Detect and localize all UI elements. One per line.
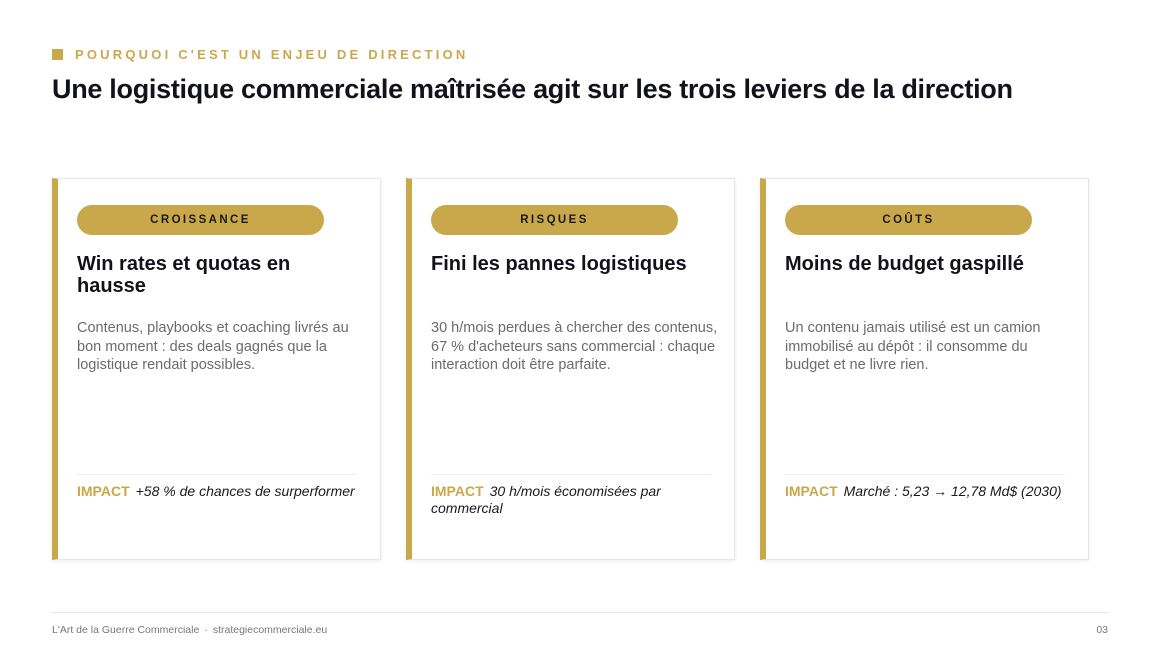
card-tag: RISQUES [431,205,678,235]
card-body: Un contenu jamais utilisé est un camion immobilisé au dépôt : il consomme du budget et ne livre rien. [785,320,1041,373]
impact-label: IMPACT [77,483,130,499]
impact-text: +58 % de chances de surperformer [135,483,355,499]
impact-text: Marché : 5,23 → 12,78 Md$ (2030) [843,483,1062,499]
card-croissance [52,178,381,560]
card-impact [431,483,721,516]
card-title: Moins de budget gaspillé [785,253,1024,275]
impact-label: IMPACT [431,483,484,499]
card-couts [760,178,1089,560]
impact-label: IMPACT [785,483,838,499]
page-title: Une logistique commerciale maîtrisée agit sur les trois leviers de la direction [52,74,1013,104]
impact-text: 30 h/mois économisées par commercial [431,483,661,516]
eyebrow [52,47,469,62]
card-body: 30 h/mois perdues à chercher des contenus, 67 % d'acheteurs sans commercial : chaque interaction doit être parfaite. [431,320,718,373]
card-tag: COÛTS [785,205,1032,235]
card-risques [406,178,735,560]
footer-separator: · [204,624,208,636]
card-impact [785,483,1075,500]
footer-brand: L'Art de la Guerre Commerciale [52,624,200,636]
footer-credits [52,624,327,636]
card-tag: CROISSANCE [77,205,324,235]
eyebrow-text: POURQUOI C'EST UN ENJEU DE DIRECTION [75,47,469,62]
footer-website: strategiecommerciale.eu [212,624,328,636]
lever-cards [52,178,1089,560]
card-divider [785,474,1065,475]
card-divider [431,474,711,475]
card-divider [77,474,357,475]
card-impact [77,483,367,500]
card-body: Contenus, playbooks et coaching livrés au bon moment : des deals gagnés que la logistique rendait possibles. [77,320,349,373]
eyebrow-square-icon [52,49,63,60]
page-number: 03 [1096,624,1108,636]
card-title: Fini les pannes logistiques [431,253,687,275]
footer-divider [52,612,1108,613]
card-title: Win rates et quotas en hausse [77,253,291,297]
